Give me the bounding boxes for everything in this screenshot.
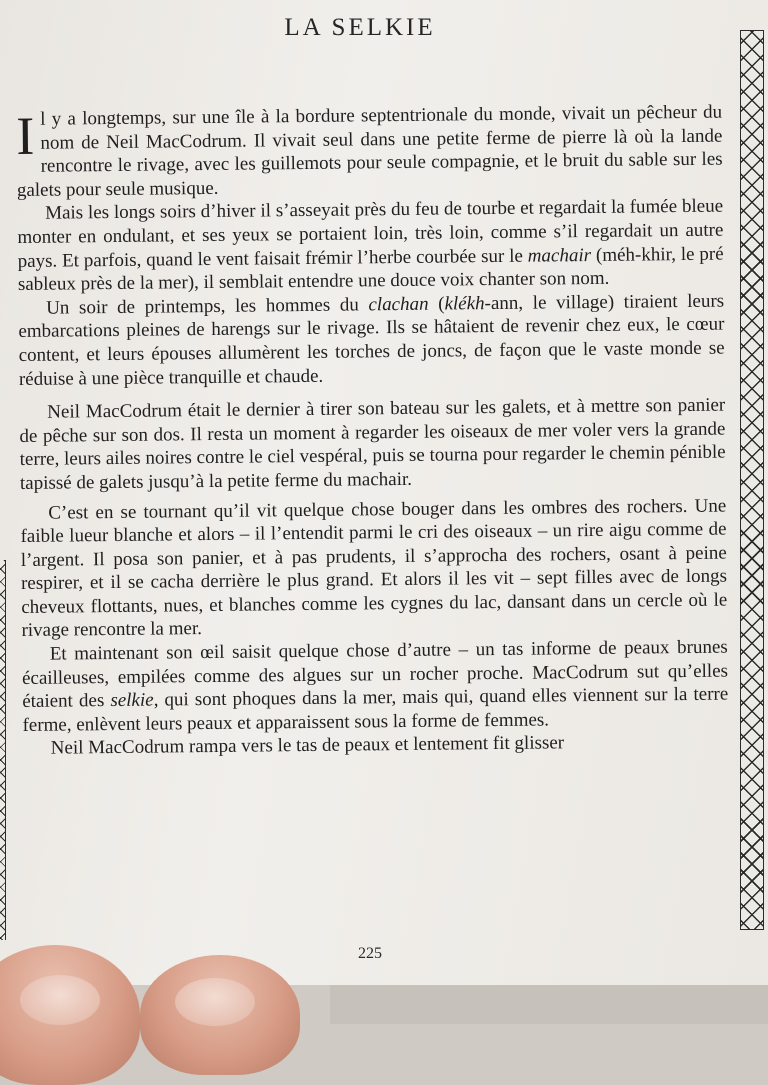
italic-word: selkie (110, 689, 154, 712)
italic-word: clachan (368, 293, 429, 316)
drop-cap: I (16, 105, 35, 166)
right-thumbnail (175, 978, 255, 1026)
celtic-knot-border (740, 30, 764, 930)
celtic-knot-border-left (0, 560, 6, 940)
paragraph-6: Et maintenant son œil saisit quelque chose d’autre – un tas informe de peaux brunes écailleuses, empilées comme des algues sur un rocher proche. MacCodrum sut qu’elles étaient des selkie, qui sont phoques dans la mer, mais qui, quand elles viennent sur la terre ferme, enlèvent leurs peaux et apparaissent sous la forme de femmes. (21, 636, 729, 736)
left-thumbnail (20, 975, 100, 1025)
paragraph-4: Neil MacCodrum était le dernier à tirer son bateau sur les galets, et à mettre son panier de pêche sur son dos. Il resta un moment à regarder les oiseaux de mer voler vers la grande terre, leurs ailes noires contre le ciel vespéral, puis se tourna pour regarder le chemin pénible tapissé de galets jusqu’à la petite ferme du machair. (19, 394, 726, 494)
paragraph-3: Un soir de printemps, les hommes du clachan (klékh-ann, le village) tiraient leurs embarcations pleines de harengs sur le rivage. Ils se hâtaient de revenir chez eux, le cœur content, et leurs épouses allumèrent les torches de joncs, de façon que le vaste monde se réduise à une pièce tranquille et chaude. (18, 290, 725, 390)
paragraph-2: Mais les longs soirs d’hiver il s’asseyait près du feu de tourbe et regardait la fumée bleue monter en ondulant, et ses yeux se portaient loin, très loin, comme s’il regardait un autre pays. Et parfois, quand le vent faisait frémir l’herbe courbée sur le machair (méh-khir, le pré sableux près de la mer), il semblait entendre une douce voix chanter son nom. (17, 195, 724, 296)
italic-word: machair (527, 244, 592, 267)
paragraph-5: C’est en se tournant qu’il vit quelque chose bouger dans les ombres des rochers. Une faible lueur blanche et alors – il l’entendit parmi le cri des oiseaux – un rire aigu comme de l’argent. Il posa son panier, et à pas prudents, il s’approcha des rochers, osant à peine respirer, et il se cacha derrière le plus grand. Et alors il les vit – sept filles avec de longs cheveux flottants, nues, et blanches comme les cygnes du lac, dansant dans un cercle où le rivage rencontre la mer. (20, 495, 728, 642)
page-title: LA SELKIE (284, 14, 436, 41)
paragraph-1: Il y a longtemps, sur une île à la bordure septentrionale du monde, vivait un pêcheur du nom de Neil MacCodrum. Il vivait seul dans une petite ferme de pierre là où la lande rencontre le rivage, avec les guillemots pour seule compagnie, et le bruit du sable sur les galets pour seule musique. (16, 101, 723, 201)
desk-surface (330, 985, 768, 1024)
page-number: 225 (358, 945, 382, 962)
italic-word: klékh (444, 292, 485, 315)
paragraph-7: Neil MacCodrum rampa vers le tas de peaux et lentement fit glisser (50, 732, 565, 760)
story-text (16, 97, 729, 761)
